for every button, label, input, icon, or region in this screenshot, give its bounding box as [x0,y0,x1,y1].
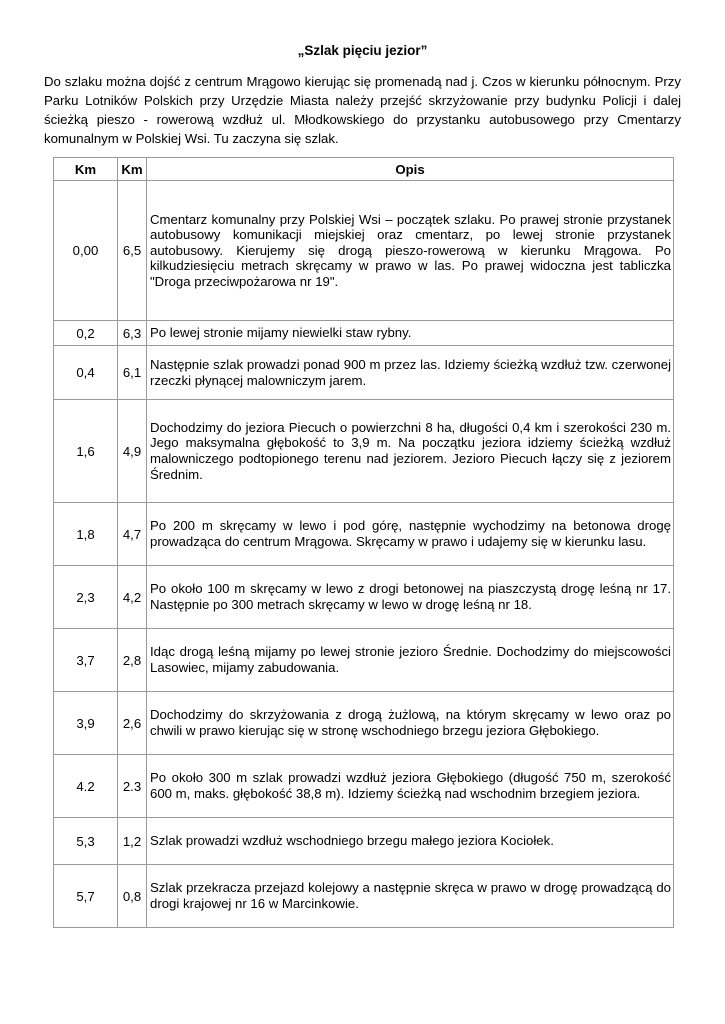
table-row [54,865,674,928]
km-from-start: 5,7 [54,865,118,928]
route-description: Szlak przekracza przejazd kolejowy a następnie skręca w prawo w drogę prowadzącą do drogi krajowej nr 16 w Marcinkowie. [147,865,674,928]
route-table [53,157,674,928]
km-from-start: 0,00 [54,181,118,321]
km-to-end: 4,7 [118,503,147,566]
km-from-start: 3,7 [54,629,118,692]
km-to-end: 6,5 [118,181,147,321]
route-description: Po około 300 m szlak prowadzi wzdłuż jeziora Głębokiego (długość 750 m, szerokość 600 m, maks. głębokość 38,8 m). Idziemy ścieżką nad wschodnim brzegiem jeziora. [147,755,674,818]
header-description: Opis [147,158,674,181]
km-from-start: 5,3 [54,818,118,865]
km-to-end: 0,8 [118,865,147,928]
table-row [54,755,674,818]
km-from-start: 3,9 [54,692,118,755]
km-from-start: 0,2 [54,321,118,346]
route-description: Po lewej stronie mijamy niewielki staw rybny. [147,321,674,346]
route-description: Następnie szlak prowadzi ponad 900 m przez las. Idziemy ścieżką wzdłuż tzw. czerwonej rzeczki płynącej malowniczym jarem. [147,346,674,400]
route-description: Cmentarz komunalny przy Polskiej Wsi – początek szlaku. Po prawej stronie przystanek autobusowy komunikacji miejskiej oraz cmentarz, po lewej stronie przystanek autobusowy. Kierujemy się drogą pieszo-rowerową w kierunku Mrągowa. Po kilkudziesięciu metrach skręcamy w prawo w las. Po prawej widoczna jest tabliczka "Droga przeciwpożarowa nr 19". [147,181,674,321]
km-from-start: 2,3 [54,566,118,629]
table-row [54,346,674,400]
table-header-row [54,158,674,181]
header-km-to-end: Km [118,158,147,181]
table-row [54,629,674,692]
page-title: „Szlak pięciu jezior” [297,43,428,58]
route-description: Po 200 m skręcamy w lewo i pod górę, następnie wychodzimy na betonowa drogę prowadząca do centrum Mrągowa. Skręcamy w prawo i udajemy się w kierunku lasu. [147,503,674,566]
km-to-end: 6,3 [118,321,147,346]
table-row [54,566,674,629]
table-row [54,321,674,346]
km-from-start: 1,8 [54,503,118,566]
km-to-end: 2.3 [118,755,147,818]
km-to-end: 2,8 [118,629,147,692]
km-to-end: 1,2 [118,818,147,865]
route-description: Dochodzimy do skrzyżowania z drogą żużlową, na którym skręcamy w lewo oraz po chwili w prawo kierując się w stronę wschodniego brzegu jeziora Głębokiego. [147,692,674,755]
km-from-start: 4.2 [54,755,118,818]
table-row [54,503,674,566]
km-from-start: 1,6 [54,400,118,503]
table-row [54,692,674,755]
route-description: Idąc drogą leśną mijamy po lewej stronie jezioro Średnie. Dochodzimy do miejscowości Lasowiec, mijamy zabudowania. [147,629,674,692]
route-description: Szlak prowadzi wzdłuż wschodniego brzegu małego jeziora Kociołek. [147,818,674,865]
table-row [54,400,674,503]
km-to-end: 6,1 [118,346,147,400]
route-description: Dochodzimy do jeziora Piecuch o powierzchni 8 ha, długości 0,4 km i szerokości 230 m. Jego maksymalna głębokość to 3,9 m. Na początku jeziora idziemy ścieżką wzdłuż malowniczego podtopionego terenu nad jeziorem. Jezioro Piecuch łączy się z jeziorem Średnim. [147,400,674,503]
route-description: Po około 100 m skręcamy w lewo z drogi betonowej na piaszczystą drogę leśną nr 17. Następnie po 300 metrach skręcamy w lewo w drogę leśną nr 18. [147,566,674,629]
header-km-from-start: Km [54,158,118,181]
table-row [54,181,674,321]
km-to-end: 4,9 [118,400,147,503]
km-to-end: 2,6 [118,692,147,755]
intro-paragraph: Do szlaku można dojść z centrum Mrągowo kierując się promenadą nad j. Czos w kierunku północnym. Przy Parku Lotników Polskich przy Urzędzie Miasta należy przejść skrzyżowanie przy budynku Policji i dalej ścieżką pieszo - rowerową wzdłuż ul. Młodkowskiego do przystanku autobusowego przy Cmentarzy komunalnym w Polskiej Wsi. Tu zaczyna się szlak. [44,74,681,146]
km-from-start: 0,4 [54,346,118,400]
km-to-end: 4,2 [118,566,147,629]
table-row [54,818,674,865]
